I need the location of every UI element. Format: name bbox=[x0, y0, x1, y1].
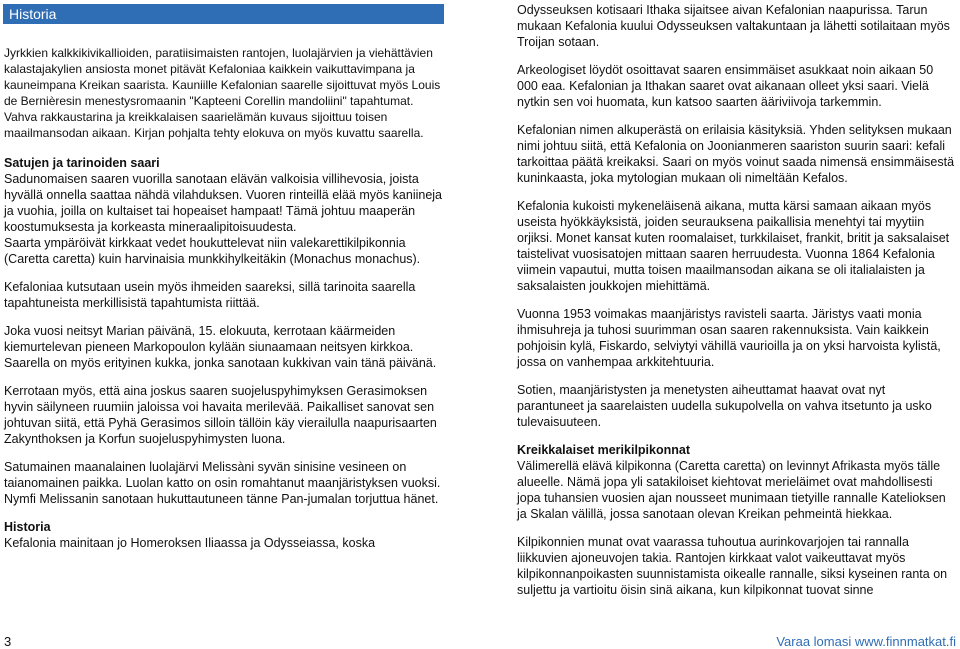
site-link[interactable]: Varaa lomasi www.finnmatkat.fi bbox=[776, 634, 956, 649]
paragraph-melissani: Satumainen maanalainen luolajärvi Melissàni syvän sinisine vesineen on taianomainen paikka. Luolan katto on osin romahtanut maanjäristyksen vuoksi. Nymfi Melissanin sanotaan hukuttautuneen tänne Pan-jumalan torjuttua hänet. bbox=[4, 460, 441, 506]
paragraph-caretta: Välimerellä elävä kilpikonna (Caretta caretta) on levinnyt Afrikasta myös tälle alueelle. Nämä jopa yli satakiloiset kiehtovat merieläimet ovat mahdollisesti jopa tuhansien vuosien ajan nousseet munimaan tietyille rannalle Katelioksen ja Skalan välillä, jossa sanotaan olevan Kreikan pehmeintä hiekkaa. bbox=[517, 459, 946, 521]
paragraph-gerasimos: Kerrotaan myös, että aina joskus saaren suojeluspyhimyksen Gerasimoksen hyvin säilyneen ruumiin jaloissa voi havaita merilevää. Paikalliset sanovat sen johtuvan siitä, että Pyhä Gerasimos silloin tällöin käy vierailulla naapurisaarten Zakynthoksen ja Korfun suojeluspyhimysten luona. bbox=[4, 384, 437, 446]
paragraph-marian-paiva: Joka vuosi neitsyt Marian päivänä, 15. elokuuta, kerrotaan käärmeiden kiemurtelevan pieneen Markopoulon kylään siunaamaan neitsyen kirkkoa. Saarella on myös erityinen kukka, jonka sanotaan kukkivan vain tänä päivänä. bbox=[4, 324, 437, 370]
section-header-historia bbox=[3, 4, 444, 24]
right-column bbox=[517, 2, 955, 610]
paragraph-villihevoset: Sadunomaisen saaren vuorilla sanotaan elävän valkoisia villihevosia, joista hyvällä onnella saattaa nähdä vilahduksen. Vuoren rinteillä elää myös kaniineja ja vuohia, joilla on kultaiset tai hopeaiset hampaat! Tämä johtuu maaperän koostumuksesta ja korkeasta mineraalipitoisuudesta. bbox=[4, 172, 443, 234]
paragraph-kilpikonnat-hylkeet: Saarta ympäröivät kirkkaat vedet houkuttelevat niin valekarettikilpikonnia (Caretta caretta) kuin harvinaisia munkkihylkeitäkin (Monachus monachus). bbox=[4, 236, 421, 266]
page-number: 3 bbox=[4, 634, 12, 649]
paragraph-nimen-alkupera: Kefalonian nimen alkuperästä on erilaisia käsityksiä. Yhden selityksen mukaan nimi johtuu siitä, että Kefalonia on Joonianmeren saariston suurin saari: kefali tarkoittaa päätä kreikaksi. Saari on myös voinut saada nimensä ensimmäisestä kuninkaasta, joka mytologian mukaan oli nimeltään Kefalos. bbox=[517, 123, 955, 185]
paragraph-munat: Kilpikonnien munat ovat vaarassa tuhoutua aurinkovarjojen tai rannalla liikkuvien ajoneuvojen takia. Rantojen kirkkaat valot vaikeuttavat myös kilpikonnanpoikasten suunnistamista oikealle rannalle, siksi kyseinen ranta on suljettu ja vartioitu öisin sinä aikana, kun kilpikonnat tuovat sinne bbox=[517, 535, 948, 597]
turtle-heading: Kreikkalaiset merikilpikonnat bbox=[517, 443, 690, 457]
paragraph-ithaka: Odysseuksen kotisaari Ithaka sijaitsee aivan Kefalonian naapurissa. Tarun mukaan Kefalonia kuului Odysseuksen valtakuntaan ja lähetti sotilaitaan myös Troijan sotaan. bbox=[517, 3, 950, 49]
history-text: Kefalonia mainitaan jo Homeroksen Iliaassa ja Odysseiassa, koska bbox=[4, 536, 376, 550]
history-heading: Historia bbox=[4, 520, 51, 534]
paragraph-maanjaristys: Vuonna 1953 voimakas maanjäristys ravisteli saarta. Järistys vaati monia ihmisuhreja ja tuhosi suurimman osan saaren rakennuksista. Vain kaikkein pohjoisin kylä, Fiskardo, selviytyi vähillä vaurioilla ja on yksi harvoista kylistä, jossa on vanhempaa arkkitehtuuria. bbox=[517, 307, 941, 369]
left-column bbox=[4, 45, 444, 551]
paragraph-ihmeiden-saari: Kefaloniaa kutsutaan usein myös ihmeiden saareksi, sillä tarinoita saarella tapahtuneista merkillisistä tapahtumista riittää. bbox=[4, 280, 416, 310]
section-heading-satujen: Satujen ja tarinoiden saari bbox=[4, 156, 160, 170]
paragraph-mykeneläinen-aika: Kefalonia kukoisti mykeneläisenä aikana, mutta kärsi samaan aikaan myös useista hyökkäyksistä, joiden seurauksena paikallisia menehtyi tai myytiin orjiksi. Monet kansat kuten roomalaiset, turkkilaiset, frankit, britit ja saksalaiset taistelivat vuosisatojen mittaan saaren herruudesta. Vuonna 1864 Kefalonia viimein vapautui, mutta toisen maailmansodan aikana se oli italialaisten ja saksalaisten joukkojen miehittämä. bbox=[517, 199, 950, 293]
paragraph-arkeologia: Arkeologiset löydöt osoittavat saaren ensimmäiset asukkaat noin aikaan 50 000 eaa. Kefalonian ja Ithakan saaret ovat aikanaan olleet yksi saari. Vielä nytkin sen voi huomata, kun katsoo saarten ääriviivoja tarkemmin. bbox=[517, 63, 934, 109]
intro-paragraph: Jyrkkien kalkkikivikallioiden, paratiisimaisten rantojen, luolajärvien ja viehättävien kalastajakylien ansiosta monet pitävät Kefaloniaa kaikkein vaikuttavimpana ja kauneimpana Kreikan saarista. Kauniille Kefalonian saarelle sijoittuvat myös Louis de Bernièresin menestysromaanin "Kapteeni Corellin mandoliini" tapahtumat. Vahva rakkaustarina ja kreikkalaisen saarielämän kuvaus sijoittuu toisen maailmansodan aikaan. Kirjan pohjalta tehty elokuva on myös kuvattu saarella. bbox=[4, 46, 441, 140]
header-title: Historia bbox=[9, 6, 57, 22]
paragraph-tulevaisuus: Sotien, maanjäristysten ja menetysten aiheuttamat haavat ovat nyt parantuneet ja saarelaisten uudella sukupolvella on vahva itsetunto ja usko tulevaisuuteen. bbox=[517, 383, 932, 429]
